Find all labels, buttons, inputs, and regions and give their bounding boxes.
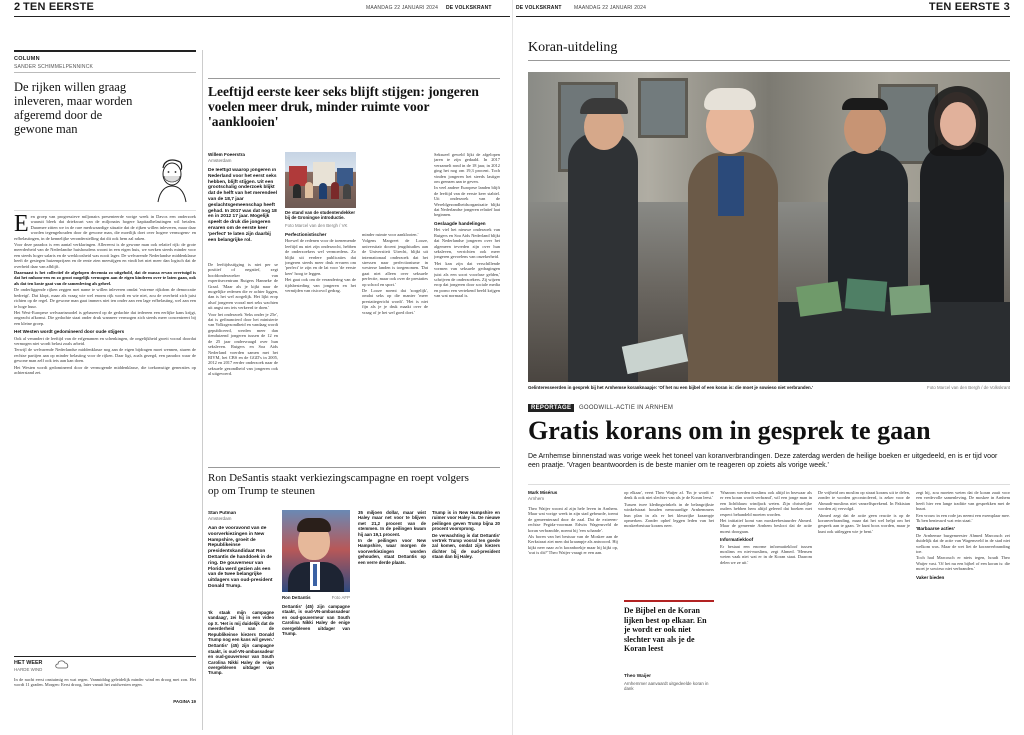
- koran-paragraph: De Arnhemse burgemeester Ahmed Marcouch zei duidelijk dat de actie van Wagensveld in de stad niet welkom was. Maar de wet liet de koranverbranding toe.: [916, 532, 1010, 555]
- koran-photo: [528, 72, 1010, 382]
- sex-article-paragraph: Seksueel geweld lijkt de afgelopen jaren te zijn gedaald. In 2017 verzamelt rond in de 18 jaar, in 2012 ging het nog om 19,3 procent. Toch vinden jongeren het steeds lastiger om grenzen aan te geven.: [434, 152, 500, 185]
- koran-paragraph: Toch had Marcouch er niets tegen, houdt Theo Waijer vast. 'Of het nu een bijbel of een koran is: die moet je sowieso niet verbranden.': [916, 555, 1010, 572]
- column-author: SANDER SCHIMMELPENNINCK: [14, 64, 94, 70]
- column-headline-rule: [14, 210, 196, 211]
- koran-author: Mark Misérus: [528, 490, 558, 495]
- sex-article-author: Willem Foeerstra: [208, 152, 245, 157]
- left-page-date: MAANDAG 22 JANUARI 2024: [366, 5, 439, 11]
- right-page-date: MAANDAG 22 JANUARI 2024: [574, 5, 647, 11]
- column-paragraph: Daarnaast is het collectief de afgelopen decennia zo uitgehold, dat de massa ervan overtuigd is dat het nulsom-een en zo groot mogelijk vermogen aan de eigen kinderen over te laten gaan, ook als dat ten koste gaat van de samenleving als geheel.: [14, 270, 196, 286]
- desantis-paragraph: DeSantis' (45) zijn campagne staakt, is oud-VN-ambassadeur en oud-gouverneur van South Carolina Nikki Haley de enige overgebleven uitdager van Trump.: [208, 643, 274, 676]
- weather-text: In de nacht eerst onstuimig en wat regen. Vanmiddag geleidelijk minder wind en droog met zon. Het wordt 11 graden. Morgen: Eerst droog, later vanuit het zuidwesten regen.: [14, 677, 196, 688]
- desantis-place: Amsterdam: [208, 515, 232, 521]
- desantis-paragraph: 35 miljoen dollar, maar wist Haley maar net voor te blijven met 21,2 procent van de stemmen. In de peilingen kwam hij aan 19,1 procent.: [358, 510, 426, 537]
- desantis-paragraph: DeSantis' (45) zijn campagne staakt, is oud-VN-ambassadeur en oud-gouverneur van South Carolina Nikki Haley de enige overgebleven uitdager van Trump.: [282, 604, 350, 637]
- column-paragraph: Het West-Europese welvaartsmodel is gebaseerd op de gedachte dat iedereen een eerlijke kans krijgt, ongeacht afkomst. Die gedachte staat onder druk wanneer vermogen zich steeds meer concentreert bij een kleine groep.: [14, 309, 196, 326]
- desantis-body-col1: [208, 610, 274, 728]
- column-paragraph: Het Westen wordt gedomineerd door de vermogende middenklasse, die toekomstige generaties op achterstand zet.: [14, 364, 196, 375]
- desantis-author: Stan Putman: [208, 510, 237, 515]
- desantis-paragraph: Trump is in New Hampshire en ruimer voor Haley in. De nieuwe peilingen geven Trump bijna 20 procent voorsprong.: [432, 510, 500, 532]
- sex-article-paragraph: Het gaat ook om de verandering van de tijdsbesteding van jongeren en het vermijden van risicovol gedrag.: [285, 277, 356, 294]
- koran-subhead: Informatiekloof: [720, 537, 754, 543]
- left-page-section: TEN EERSTE: [23, 1, 95, 13]
- student-stand-caption-text: De stand van de studentendekker bij de Groningse introductie.: [285, 210, 356, 221]
- desantis-body-col3: [358, 510, 426, 728]
- sex-article-subhead: Geslaagde handelingen: [434, 220, 486, 226]
- student-stand-credit-text: Foto Marcel van den Bergh / VK: [285, 223, 348, 228]
- sex-article-top-rule: [208, 78, 500, 79]
- koran-body-col2: [624, 490, 714, 598]
- left-page-paper: DE VOLKSKRANT: [446, 5, 492, 11]
- sex-article-paragraph: Volgens Margreet de Looze, universitair docent jeugdstudies aan de Universiteit Utrecht, blijkt uit internationaal onderzoek dat het stressen naar perfectionisme in westerse landen is toegenomen. 'Dat gaat niet alleen over seksuele perfectie, maar ook over de prestaties op school en sport.': [362, 238, 428, 287]
- desantis-paragraph: 'Ik staak mijn campagne vandaag', zei hij in een video op X. 'Het is mij duidelijk dat de meerderheid van de Republikeinse kiezers Donald Trump nog een kans wil geven.': [208, 610, 274, 643]
- sex-article-body-col4: [434, 152, 500, 458]
- koran-section-rule: [528, 60, 1010, 61]
- desantis-paragraph: In de peilingen voor New Hampshire, waar morgen de voorverkiezingen worden gehouden, staat DeSantis op een verre derde plaats.: [358, 538, 426, 565]
- column-paragraph: en groep van progressieve miljonairs presenteerde vorige week in Davos een onderzoek waaruit bleek dat driekwart van de miljonairs hogere kapitaalbelastingen wil betalen. Daarmee zitten we in de rare merkwaardige situatie dat de rijken willen inleveren, maar daar worden tegengehouden door de gewone man, die moeilijk doet over hogere vermogens- en erfbelastingen, in de kennelijke veronderstelling dat dit ook hem zal raken.: [14, 214, 196, 241]
- koran-intro: De Arnhemse binnenstad was vorige week het toneel van koranverbrandingen. Deze zaterdag werden de heilige boeken er uitgedeeld, en is er tijd voor een praatje. 'Vragen beantwoorden is de beste manier om te reageren op zoiets als vorige week.': [528, 453, 998, 469]
- sex-article-place: Amsterdam: [208, 157, 232, 163]
- sex-article-body-col2: [285, 232, 356, 458]
- koran-photo-caption-text: Gelinteresseerden in gesprek bij het Arnhemse koranknaapje: 'Of het nu een bijbel of een koran is: die moet je sowieso niet verbranden.': [528, 385, 813, 390]
- koran-kicker-label: REPORTAGE: [528, 404, 574, 412]
- left-header-rule: [14, 16, 510, 17]
- sex-article-paragraph: 'Het kan zijn dat verschillende vormen van seksuele gedragingen juist als een soort voorfase gelden,' schrijven de onderzoekers. Zij wijzen erop dat jongeren door sociale media en porno een vertekend beeld krijgen van wat normaal is.: [434, 260, 500, 299]
- left-page-number: 2: [14, 1, 21, 13]
- sex-article-body-col1: [208, 262, 278, 458]
- weather-byline: HARDE WIND: [14, 667, 43, 672]
- column-subhead: Het Westen wordt gedomineerd door oude stijgers: [14, 329, 125, 335]
- koran-quote-text: De Bijbel en de Koran lijken best op elkaar. En je wordt er ook niet slechter van als je de Koran leest: [624, 606, 707, 654]
- koran-paragraph: op elkaar', veert Theo Waijer af. 'En je wordt er denk ik ook niet slechter van als je de Koran leest.': [624, 490, 714, 501]
- desantis-lead: Aan de vooravond van de voorverkiezingen in New Hampshire, groeit de Republikeinse presidentskandidaat Ron DeSantis de handdoek in de ring. De gouverneur van Florida werd gezien als een van de twee belangrijke uitdagers van oud-president Donald Trump.: [208, 526, 273, 589]
- koran-paragraph: Tussen twee kledingwinkels in de belangrijkste winkelstraat houden nenwaardige Arnhemmers hun plan in als er het kleurrijke kraampje opmerken. Zonder ophef leggen leden van het moskeebestuur korans neer.: [624, 501, 714, 529]
- koran-paragraph: Een vrouw in een rode jas neemt een exemplaar mee. 'Ik ben benieuwd wat erin staat.': [916, 512, 1010, 524]
- weather-top-rule: [14, 656, 196, 657]
- column-headline: De rijken willen graag inleveren, maar worden afgeremd door de gewone man: [14, 80, 133, 136]
- koran-paragraph: 'Waarom werden moslims ook altijd in bezwaar als er een koran wordt verbrand', wil een jonge man in een lichtblauw windjack weten. Zijn christelijke ouders hebben hem altijd geleerd dat boeken met respect behandeld moeten worden.: [720, 490, 812, 517]
- koran-paragraph: De vrijheid om moslim op straat korans uit te delen, zonder te worden gecontroleerd, is zeker voor de Ahmadi-moslims niet vanzelfsprekend. In Pakistan worden zij vervolgd.: [818, 490, 910, 512]
- sex-article-paragraph: De leeftijdsstijging is niet per se positief of negatief, zegt hoofdonderzoeker van expertisecentrum Rutgers Hanneke de Graaf. 'Maar als je kijkt naar de mogelijke redenen die er achter liggen, dan is het wel zorgelijk. Het lijkt erop alsof jongeren vooral met seks wachten uit angst om iets verkeerd te doen.': [208, 262, 278, 311]
- column-paragraph: De onderliggende rijken zeggen met name te willen inleveren omdat 'extreme rijkdom de democratie bedreigt'. Dat klopt, maar als vraag wie wel enorm rijk wordt en wie niet, zou de overheid zich juist richten op de regel. De gewone man gaat immers niet ten onder aan een lage erfbelasting, wel aan een te hoge huur.: [14, 287, 196, 309]
- column-paragraph: Voor deze paradox is een aantal verklaringen. Allereerst is de gewone man ook relatief rijk: de grote meerderheid van de Nederlandse huishoudens woont in een eigen huis, we werken steeds minder voor een steeds hoger salaris en de werkloosheid was nooit lager. De welvarende Nederlandse middenklasse heeft de gestegen huizenprijzen en de rente zien meestijgen en vindt het niet meer dan logisch dat de overheid daar van afblijft.: [14, 242, 196, 269]
- student-stand-caption: [285, 210, 356, 221]
- koran-paragraph: Theo Waijer woont al zijn hele leven in Arnhem. Maar wat vorige week in zijn stad gebeurde, toemt de gemeenteraad door de zaal. Dat de extreem-rechtse Pegida-voorman Edwin Wagensveld de koran verbrandde, noemt hij 'een schande'.: [528, 506, 618, 533]
- koran-photo-caption: [528, 385, 828, 390]
- koran-subhead: 'Barbaarse acties': [916, 526, 955, 532]
- weather-label: HET WEER: [14, 660, 43, 666]
- weather-cloud-icon: [54, 658, 70, 670]
- student-stand-photo: [285, 152, 356, 208]
- koran-body-col3: [720, 490, 812, 728]
- desantis-caption: [282, 595, 350, 600]
- koran-place: Arnhem: [528, 495, 545, 501]
- column-author-rule: [14, 72, 196, 73]
- desantis-paragraph: De verwachting is dat DeSantis' vertrek Trump vooral ten goede zal komen, omdat zijn kiezers dichter bij de oud-president staan dan bij Haley.: [432, 532, 500, 560]
- koran-paragraph: Ahmed zegt dat de actie geen reactie is op de koranverbranding, maar dat het wel helpt om het gesprek aan te gaan. 'Je kunt boos worden, maar je kunt ook uitleggen wie je bent.': [818, 512, 910, 534]
- koran-quote-name: Theo Waijer: [624, 674, 652, 679]
- left-page-header: [14, 0, 510, 14]
- column-paragraph: Ook al verandert de leeftijd van de erfgenamen en schenkingen, de ongelijkheid groeit vooral doordat vermogen niet wordt belast zoals arbeid.: [14, 335, 196, 346]
- column-dropcap: E: [14, 214, 29, 237]
- sex-article-subhead: Perfectionistischer: [285, 232, 327, 237]
- sex-article-paragraph: Hoewel de redenen voor de toenemende leeftijd nu niet zijn onderzocht, hebben de onderzoekers wel vermoedens. Zo blijkt uit eerdere publicaties dat jongeren steeds meer druk ervaren om 'perfect' te zijn en de lat voor 'de eerste keer' hoog te leggen.: [285, 238, 356, 276]
- right-page-header: [516, 0, 1010, 14]
- right-page-paper: DE VOLKSKRANT: [516, 5, 562, 11]
- koran-intro-rule: [528, 484, 1010, 485]
- koran-body-col5: [916, 490, 1010, 728]
- desantis-caption-name: Ron DeSantis: [282, 595, 311, 600]
- koran-paragraph: Het initiatief komt van moskeebestuurder Ahmed. Maar de gemeente Arnhem besloot dat de actie moest doorgaan.: [720, 518, 812, 534]
- koran-paragraph: Als boren van het bestuur van de Moskee aan de Kerkstraat ziet men dat kraampje als antwoord. Hij kijkt neer naar zo'n koranboekje maar hij kijkt op, 'wat is dit?' Theo Waijer vraagt er een aan.: [528, 534, 618, 556]
- koran-byline: [528, 490, 618, 501]
- desantis-caption-credit: Foto AFP: [331, 595, 350, 600]
- column-label: COLUMN: [14, 56, 40, 62]
- column-body: [14, 214, 196, 644]
- sex-article-paragraph: Voor het onderzoek 'Seks onder je 25e', dat is gefinancierd door het ministerie van Volksgezondheid en vandaag wordt gepubliceerd, werden meer dan tienduizend jongeren tussen de 12 en de 25 jaar ondervraagd over hun seksleven. Rutgers en Soa Aids Nederland voerden samen met het RIVM, het CBS en de GGD's in 2005, 2012 en 2017 eerder onderzoek naar de seksuele gezondheid van jongeren ook al uitgevoerd.: [208, 311, 278, 377]
- desantis-byline: [208, 510, 274, 521]
- sex-article-paragraph: minder ruimte voor aanklooien.': [362, 232, 419, 237]
- koran-paragraph: zegt hij, zou moeten weten dat de koran zaait voor een vredevolle samenleving. De moskee in Arnhem heeft hier een lange traditie van gesprekken met de buurt.: [916, 490, 1010, 512]
- koran-quote-rule: [624, 600, 714, 602]
- desantis-photo: [282, 510, 350, 592]
- desantis-headline: Ron DeSantis staakt verkiezingscampagne en roept volgers op om Trump te steunen: [208, 472, 469, 497]
- right-header-rule: [516, 16, 1010, 17]
- koran-body-col4: [818, 490, 910, 728]
- koran-body-col1: [528, 506, 618, 728]
- koran-subhead: Vaker bieden: [916, 574, 945, 580]
- column-top-rule: [14, 50, 196, 52]
- koran-paragraph: Er bestaat een enorme informatiekloof tussen moslims en niet-moslims, zegt Ahmed. 'Mensen weten vaak niet wat er in de Koran staat. Daarom delen we ze uit.': [720, 543, 812, 565]
- right-page-section: TEN EERSTE: [928, 1, 1000, 13]
- student-stand-credit: [285, 223, 385, 228]
- koran-photo-credit-text: Foto Marcel van den Bergh / de Volkskrant: [927, 385, 1010, 390]
- sex-article-lead: De leeftijd waarop jongeren in Nederland voor het eerst seks hebben, blijft stijgen. Uit een grootschalig onderzoek blijkt dat de helft van het merendeel van de 18,7 jaar geslachtsgemeenschap heeft gehad. In 2017 was dat nog 18 en in 2012 17 jaar. Mogelijk speelt de druk die jongeren ervaren om de eerste keer 'perfect' te laten zijn daarbij een belangrijke rol.: [208, 168, 278, 243]
- page-gutter: [512, 0, 513, 735]
- koran-kicker: [528, 404, 828, 412]
- sex-article-headline: Leeftijd eerste keer seks blijft stijgen: jongeren voelen meer druk, minder ruimte voor 'aanklooien': [208, 84, 479, 129]
- weather-page-ref: PAGINA 19: [173, 699, 196, 704]
- koran-quote-role: Arnhemmer aanvaardt uitgedeelde koran in dank: [624, 681, 709, 692]
- column-block: [14, 50, 196, 730]
- sex-article-paragraph: De Looze noemt dat 'zorgelijk', omdat seks op die manier 'meer prestatiegericht wordt'. 'Het is niet fijn als je je druk maakt over de vraag of je het wel goed doet.': [362, 288, 428, 315]
- sex-article-paragraph: Het viel het nieuwe onderzoek van Rutgers en Soa Aids Nederland blijkt dat Nederlandse jongeren over het algemeen tevreden zijn over hun seksleven, verrichten ook meer jongeren gevoelens van onzekerheid.: [434, 227, 500, 260]
- column-divider: [202, 50, 203, 730]
- sex-article-byline: [208, 152, 278, 163]
- sex-article-body-col3: [362, 232, 428, 458]
- columnist-portrait: [150, 154, 194, 206]
- koran-photo-credit: [830, 385, 1010, 390]
- koran-section-title: Koran-uitdeling: [528, 40, 618, 55]
- koran-kicker-sub: GOODWILL-ACTIE IN ARNHEM: [578, 405, 674, 411]
- koran-headline: Gratis korans om in gesprek te gaan: [528, 416, 931, 445]
- right-page-number: 3: [1003, 1, 1010, 13]
- desantis-body-col4: [432, 510, 500, 728]
- koran-quote-block: [624, 600, 714, 728]
- desantis-top-rule: [208, 467, 500, 468]
- sex-article-paragraph: In veel andere Europese landen blijft de leeftijd van de eerste keer stabiel. Uit onderzoek van de Wereldgezondheidsorganisatie blijkt dat Nederlandse jongeren relatief laat beginnen.: [434, 185, 500, 218]
- desantis-body-col2: [282, 604, 350, 728]
- column-paragraph: Terwijl de welvarende Nederlandse middenklasse nog aan de eigen bijdragen moet wennen, sturen de rechtse partijen aan op minder belasting voor de rijken. Daar ligt, zoals gezegd, een paradox waar de gewone man zelf ook iets aan kan doen.: [14, 347, 196, 364]
